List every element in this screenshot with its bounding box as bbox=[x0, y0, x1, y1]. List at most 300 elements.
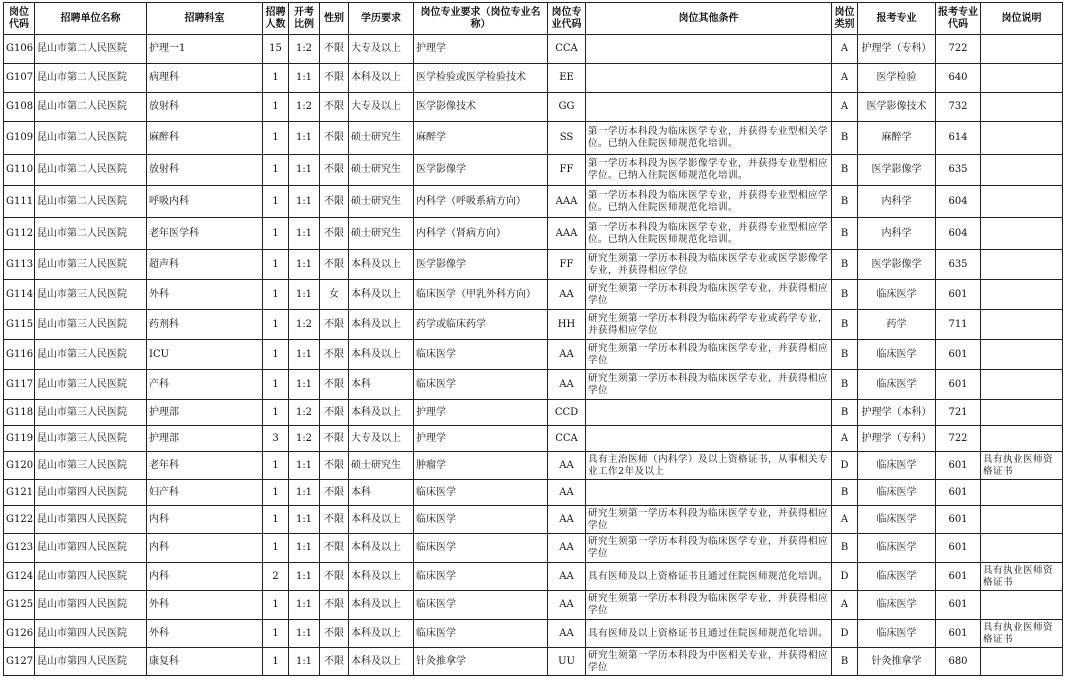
cell-employer-name: 昆山市第二人民医院 bbox=[35, 64, 147, 93]
cell-education: 本科及以上 bbox=[349, 64, 414, 93]
cell-position-code: G127 bbox=[4, 648, 35, 676]
table-row bbox=[4, 186, 1063, 218]
cell-department: 放射科 bbox=[147, 155, 263, 186]
table-row bbox=[4, 340, 1063, 370]
cell-position-notes bbox=[981, 340, 1063, 370]
cell-education: 硕士研究生 bbox=[349, 122, 414, 155]
cell-gender: 不限 bbox=[320, 370, 349, 400]
cell-exam-ratio: 1:1 bbox=[289, 480, 320, 506]
cell-position-category: B bbox=[832, 648, 858, 676]
cell-exam-ratio: 1:1 bbox=[289, 250, 320, 280]
cell-exam-ratio: 1:1 bbox=[289, 506, 320, 534]
cell-exam-major: 内科学 bbox=[858, 186, 936, 218]
table-row bbox=[4, 35, 1063, 64]
cell-headcount: 1 bbox=[263, 620, 289, 648]
cell-other-conditions: 研究生须第一学历本科段为临床医学专业或医学影像学专业，并获得相应学位 bbox=[586, 250, 832, 280]
job-positions-table bbox=[3, 2, 1063, 676]
cell-exam-major: 医学影像学 bbox=[858, 155, 936, 186]
cell-gender: 不限 bbox=[320, 186, 349, 218]
cell-other-conditions: 第一学历本科段为临床医学专业，并获得专业型相应学位。已纳入住院医师规范化培训。 bbox=[586, 186, 832, 218]
cell-position-notes bbox=[981, 534, 1063, 563]
cell-headcount: 1 bbox=[263, 250, 289, 280]
cell-other-conditions bbox=[586, 426, 832, 452]
cell-position-category: A bbox=[832, 591, 858, 620]
cell-other-conditions: 研究生须第一学历本科段为临床医学专业，并获得相应学位 bbox=[586, 591, 832, 620]
cell-major-code: AA bbox=[548, 452, 586, 480]
header-education: 学历要求 bbox=[349, 3, 414, 35]
table-row bbox=[4, 310, 1063, 340]
cell-gender: 不限 bbox=[320, 155, 349, 186]
cell-gender: 不限 bbox=[320, 35, 349, 64]
cell-position-category: A bbox=[832, 93, 858, 122]
cell-education: 大专及以上 bbox=[349, 93, 414, 122]
cell-major-requirement: 临床医学 bbox=[414, 340, 548, 370]
cell-position-code: G119 bbox=[4, 426, 35, 452]
cell-major-requirement: 临床医学 bbox=[414, 480, 548, 506]
cell-department: 产科 bbox=[147, 370, 263, 400]
cell-major-requirement: 医学检验或医学检验技术 bbox=[414, 64, 548, 93]
cell-gender: 不限 bbox=[320, 64, 349, 93]
header-position-category: 岗位类别 bbox=[832, 3, 858, 35]
cell-position-notes bbox=[981, 506, 1063, 534]
cell-exam-major-code: 732 bbox=[936, 93, 981, 122]
cell-major-code: FF bbox=[548, 250, 586, 280]
cell-exam-major: 临床医学 bbox=[858, 370, 936, 400]
cell-position-notes bbox=[981, 400, 1063, 426]
cell-position-notes bbox=[981, 370, 1063, 400]
cell-major-requirement: 内科学（肾病方向） bbox=[414, 218, 548, 250]
cell-other-conditions: 研究生须第一学历本科段为临床医学专业，并获得相应学位 bbox=[586, 506, 832, 534]
cell-other-conditions: 研究生须第一学历本科段为临床医学专业，并获得相应学位 bbox=[586, 340, 832, 370]
cell-education: 本科及以上 bbox=[349, 563, 414, 591]
cell-headcount: 1 bbox=[263, 591, 289, 620]
cell-department: 内科 bbox=[147, 506, 263, 534]
cell-major-code: CCD bbox=[548, 400, 586, 426]
cell-other-conditions bbox=[586, 93, 832, 122]
cell-headcount: 1 bbox=[263, 93, 289, 122]
cell-major-code: AAA bbox=[548, 218, 586, 250]
cell-exam-ratio: 1:2 bbox=[289, 426, 320, 452]
cell-headcount: 1 bbox=[263, 340, 289, 370]
cell-employer-name: 昆山市第三人民医院 bbox=[35, 310, 147, 340]
cell-position-category: B bbox=[832, 310, 858, 340]
cell-headcount: 1 bbox=[263, 218, 289, 250]
cell-employer-name: 昆山市第三人民医院 bbox=[35, 280, 147, 310]
header-position-notes: 岗位说明 bbox=[981, 3, 1063, 35]
cell-exam-ratio: 1:1 bbox=[289, 620, 320, 648]
cell-exam-major: 针灸推拿学 bbox=[858, 648, 936, 676]
cell-education: 本科及以上 bbox=[349, 648, 414, 676]
cell-exam-ratio: 1:1 bbox=[289, 563, 320, 591]
cell-position-code: G110 bbox=[4, 155, 35, 186]
cell-exam-major: 临床医学 bbox=[858, 452, 936, 480]
cell-exam-major: 医学检验 bbox=[858, 64, 936, 93]
header-gender: 性别 bbox=[320, 3, 349, 35]
cell-gender: 不限 bbox=[320, 648, 349, 676]
cell-gender: 不限 bbox=[320, 620, 349, 648]
cell-headcount: 1 bbox=[263, 400, 289, 426]
cell-exam-ratio: 1:2 bbox=[289, 35, 320, 64]
cell-employer-name: 昆山市第四人民医院 bbox=[35, 591, 147, 620]
cell-other-conditions: 具有医师及以上资格证书且通过住院医师规范化培训。 bbox=[586, 563, 832, 591]
cell-department: 护理部 bbox=[147, 400, 263, 426]
cell-education: 硕士研究生 bbox=[349, 452, 414, 480]
cell-gender: 不限 bbox=[320, 310, 349, 340]
cell-position-code: G122 bbox=[4, 506, 35, 534]
cell-major-code: AA bbox=[548, 563, 586, 591]
cell-other-conditions: 具有主治医师（内科学）及以上资格证书，从事相关专业工作2年及以上 bbox=[586, 452, 832, 480]
cell-position-category: B bbox=[832, 340, 858, 370]
cell-employer-name: 昆山市第四人民医院 bbox=[35, 480, 147, 506]
cell-major-requirement: 医学影像学 bbox=[414, 155, 548, 186]
cell-other-conditions bbox=[586, 35, 832, 64]
cell-department: 康复科 bbox=[147, 648, 263, 676]
cell-major-requirement: 临床医学（甲乳外科方向） bbox=[414, 280, 548, 310]
cell-education: 本科及以上 bbox=[349, 620, 414, 648]
cell-exam-major-code: 601 bbox=[936, 506, 981, 534]
cell-exam-major-code: 601 bbox=[936, 452, 981, 480]
cell-position-category: B bbox=[832, 400, 858, 426]
cell-employer-name: 昆山市第二人民医院 bbox=[35, 35, 147, 64]
cell-major-code: UU bbox=[548, 648, 586, 676]
cell-department: 内科 bbox=[147, 563, 263, 591]
cell-major-code: HH bbox=[548, 310, 586, 340]
cell-exam-major-code: 601 bbox=[936, 480, 981, 506]
table-row bbox=[4, 370, 1063, 400]
header-department: 招聘科室 bbox=[147, 3, 263, 35]
cell-department: 外科 bbox=[147, 620, 263, 648]
cell-exam-major: 临床医学 bbox=[858, 620, 936, 648]
cell-other-conditions: 研究生须第一学历本科段为临床药学专业或药学专业，并获得相应学位 bbox=[586, 310, 832, 340]
cell-exam-major-code: 711 bbox=[936, 310, 981, 340]
cell-position-notes bbox=[981, 93, 1063, 122]
cell-headcount: 1 bbox=[263, 370, 289, 400]
cell-department: 妇产科 bbox=[147, 480, 263, 506]
cell-position-notes: 具有执业医师资格证书 bbox=[981, 452, 1063, 480]
cell-position-category: B bbox=[832, 280, 858, 310]
cell-exam-major: 医学影像技术 bbox=[858, 93, 936, 122]
cell-other-conditions: 研究生须第一学历本科段为临床医学专业，并获得相应学位 bbox=[586, 534, 832, 563]
cell-position-code: G115 bbox=[4, 310, 35, 340]
cell-major-requirement: 肿瘤学 bbox=[414, 452, 548, 480]
cell-employer-name: 昆山市第二人民医院 bbox=[35, 93, 147, 122]
cell-position-category: D bbox=[832, 563, 858, 591]
table-row bbox=[4, 64, 1063, 93]
cell-other-conditions: 第一学历本科段为临床医学专业，并获得专业型相应学位。已纳入住院医师规范化培训。 bbox=[586, 218, 832, 250]
cell-position-code: G124 bbox=[4, 563, 35, 591]
cell-education: 本科及以上 bbox=[349, 400, 414, 426]
cell-department: 护理一1 bbox=[147, 35, 263, 64]
header-exam-major-code: 报考专业代码 bbox=[936, 3, 981, 35]
cell-exam-major: 麻醉学 bbox=[858, 122, 936, 155]
table-row bbox=[4, 506, 1063, 534]
cell-education: 本科及以上 bbox=[349, 506, 414, 534]
table-row bbox=[4, 218, 1063, 250]
cell-employer-name: 昆山市第四人民医院 bbox=[35, 563, 147, 591]
cell-position-code: G113 bbox=[4, 250, 35, 280]
cell-department: 护理部 bbox=[147, 426, 263, 452]
cell-exam-ratio: 1:1 bbox=[289, 648, 320, 676]
cell-major-code: EE bbox=[548, 64, 586, 93]
cell-education: 本科及以上 bbox=[349, 250, 414, 280]
table-row bbox=[4, 534, 1063, 563]
cell-employer-name: 昆山市第三人民医院 bbox=[35, 250, 147, 280]
cell-major-code: CCA bbox=[548, 426, 586, 452]
cell-exam-major: 临床医学 bbox=[858, 563, 936, 591]
cell-employer-name: 昆山市第三人民医院 bbox=[35, 340, 147, 370]
cell-position-code: G121 bbox=[4, 480, 35, 506]
cell-gender: 不限 bbox=[320, 506, 349, 534]
cell-gender: 不限 bbox=[320, 452, 349, 480]
table-row bbox=[4, 280, 1063, 310]
cell-gender: 不限 bbox=[320, 218, 349, 250]
cell-exam-ratio: 1:1 bbox=[289, 370, 320, 400]
cell-gender: 不限 bbox=[320, 591, 349, 620]
cell-major-requirement: 医学影像学 bbox=[414, 250, 548, 280]
cell-education: 本科 bbox=[349, 480, 414, 506]
cell-exam-ratio: 1:2 bbox=[289, 310, 320, 340]
header-exam-major: 报考专业 bbox=[858, 3, 936, 35]
table-row bbox=[4, 400, 1063, 426]
cell-gender: 不限 bbox=[320, 534, 349, 563]
cell-position-category: B bbox=[832, 534, 858, 563]
cell-exam-major-code: 722 bbox=[936, 426, 981, 452]
cell-gender: 不限 bbox=[320, 563, 349, 591]
cell-major-requirement: 临床医学 bbox=[414, 506, 548, 534]
table-row bbox=[4, 648, 1063, 676]
cell-headcount: 1 bbox=[263, 186, 289, 218]
header-major-code: 岗位专业代码 bbox=[548, 3, 586, 35]
cell-gender: 不限 bbox=[320, 250, 349, 280]
cell-major-code: SS bbox=[548, 122, 586, 155]
cell-exam-ratio: 1:2 bbox=[289, 93, 320, 122]
cell-exam-major: 护理学（本科） bbox=[858, 400, 936, 426]
cell-headcount: 1 bbox=[263, 310, 289, 340]
cell-exam-major: 药学 bbox=[858, 310, 936, 340]
cell-employer-name: 昆山市第三人民医院 bbox=[35, 452, 147, 480]
cell-position-category: A bbox=[832, 64, 858, 93]
cell-department: 药剂科 bbox=[147, 310, 263, 340]
cell-position-code: G111 bbox=[4, 186, 35, 218]
cell-headcount: 2 bbox=[263, 563, 289, 591]
cell-position-category: B bbox=[832, 250, 858, 280]
cell-position-code: G125 bbox=[4, 591, 35, 620]
cell-position-code: G118 bbox=[4, 400, 35, 426]
cell-employer-name: 昆山市第四人民医院 bbox=[35, 648, 147, 676]
cell-department: 内科 bbox=[147, 534, 263, 563]
table-row bbox=[4, 250, 1063, 280]
cell-position-code: G120 bbox=[4, 452, 35, 480]
cell-major-requirement: 临床医学 bbox=[414, 591, 548, 620]
cell-exam-major-code: 635 bbox=[936, 250, 981, 280]
cell-position-category: B bbox=[832, 370, 858, 400]
cell-gender: 不限 bbox=[320, 340, 349, 370]
cell-exam-major-code: 640 bbox=[936, 64, 981, 93]
cell-education: 本科及以上 bbox=[349, 280, 414, 310]
cell-major-code: AA bbox=[548, 534, 586, 563]
cell-major-code: GG bbox=[548, 93, 586, 122]
cell-major-code: AA bbox=[548, 370, 586, 400]
cell-position-code: G106 bbox=[4, 35, 35, 64]
cell-employer-name: 昆山市第三人民医院 bbox=[35, 370, 147, 400]
cell-gender: 不限 bbox=[320, 480, 349, 506]
cell-exam-major: 临床医学 bbox=[858, 506, 936, 534]
cell-department: ICU bbox=[147, 340, 263, 370]
cell-position-category: A bbox=[832, 35, 858, 64]
cell-major-requirement: 临床医学 bbox=[414, 534, 548, 563]
cell-position-notes bbox=[981, 155, 1063, 186]
cell-position-code: G114 bbox=[4, 280, 35, 310]
cell-major-requirement: 临床医学 bbox=[414, 620, 548, 648]
cell-education: 大专及以上 bbox=[349, 35, 414, 64]
cell-position-category: B bbox=[832, 480, 858, 506]
cell-position-notes bbox=[981, 64, 1063, 93]
cell-exam-major-code: 635 bbox=[936, 155, 981, 186]
cell-major-requirement: 针灸推拿学 bbox=[414, 648, 548, 676]
table-row bbox=[4, 620, 1063, 648]
cell-position-code: G123 bbox=[4, 534, 35, 563]
cell-position-category: B bbox=[832, 186, 858, 218]
cell-other-conditions: 第一学历本科段为临床医学专业，并获得专业型相关学位。已纳入住院医师规范化培训。 bbox=[586, 122, 832, 155]
table-row bbox=[4, 122, 1063, 155]
table-row bbox=[4, 591, 1063, 620]
cell-exam-major-code: 601 bbox=[936, 534, 981, 563]
cell-other-conditions: 研究生须第一学历本科段为中医相关专业，并获得相应学位 bbox=[586, 648, 832, 676]
cell-position-notes: 具有执业医师资格证书 bbox=[981, 563, 1063, 591]
cell-major-requirement: 药学或临床药学 bbox=[414, 310, 548, 340]
cell-exam-ratio: 1:1 bbox=[289, 122, 320, 155]
cell-employer-name: 昆山市第四人民医院 bbox=[35, 534, 147, 563]
cell-exam-major-code: 604 bbox=[936, 218, 981, 250]
cell-education: 大专及以上 bbox=[349, 426, 414, 452]
cell-headcount: 1 bbox=[263, 155, 289, 186]
cell-department: 病理科 bbox=[147, 64, 263, 93]
cell-major-code: CCA bbox=[548, 35, 586, 64]
cell-headcount: 1 bbox=[263, 452, 289, 480]
cell-major-code: AA bbox=[548, 591, 586, 620]
cell-gender: 不限 bbox=[320, 122, 349, 155]
table-row bbox=[4, 426, 1063, 452]
cell-position-category: A bbox=[832, 506, 858, 534]
header-position-code: 岗位代码 bbox=[4, 3, 35, 35]
cell-exam-major-code: 614 bbox=[936, 122, 981, 155]
cell-department: 外科 bbox=[147, 591, 263, 620]
cell-other-conditions: 第一学历本科段为医学影像学专业，并获得专业型相应学位。已纳入住院医师规范化培训。 bbox=[586, 155, 832, 186]
cell-position-category: B bbox=[832, 155, 858, 186]
cell-gender: 不限 bbox=[320, 93, 349, 122]
cell-major-requirement: 麻醉学 bbox=[414, 122, 548, 155]
cell-position-notes bbox=[981, 280, 1063, 310]
cell-position-notes bbox=[981, 122, 1063, 155]
cell-employer-name: 昆山市第四人民医院 bbox=[35, 620, 147, 648]
cell-position-notes bbox=[981, 426, 1063, 452]
cell-position-code: G126 bbox=[4, 620, 35, 648]
cell-exam-major: 临床医学 bbox=[858, 340, 936, 370]
cell-department: 放射科 bbox=[147, 93, 263, 122]
cell-employer-name: 昆山市第二人民医院 bbox=[35, 218, 147, 250]
cell-major-code: AA bbox=[548, 280, 586, 310]
cell-position-notes bbox=[981, 310, 1063, 340]
cell-position-category: D bbox=[832, 452, 858, 480]
cell-exam-major-code: 601 bbox=[936, 620, 981, 648]
cell-exam-ratio: 1:1 bbox=[289, 591, 320, 620]
cell-exam-major-code: 601 bbox=[936, 280, 981, 310]
cell-other-conditions: 研究生须第一学历本科段为临床医学专业，并获得相应学位 bbox=[586, 370, 832, 400]
cell-major-requirement: 临床医学 bbox=[414, 370, 548, 400]
cell-major-requirement: 护理学 bbox=[414, 35, 548, 64]
cell-department: 老年科 bbox=[147, 452, 263, 480]
cell-exam-ratio: 1:1 bbox=[289, 280, 320, 310]
cell-exam-ratio: 1:1 bbox=[289, 534, 320, 563]
cell-headcount: 1 bbox=[263, 64, 289, 93]
cell-position-code: G116 bbox=[4, 340, 35, 370]
cell-position-notes bbox=[981, 35, 1063, 64]
cell-education: 硕士研究生 bbox=[349, 186, 414, 218]
cell-position-code: G117 bbox=[4, 370, 35, 400]
cell-exam-major: 医学影像学 bbox=[858, 250, 936, 280]
cell-employer-name: 昆山市第四人民医院 bbox=[35, 506, 147, 534]
cell-exam-major-code: 721 bbox=[936, 400, 981, 426]
cell-major-code: AA bbox=[548, 506, 586, 534]
cell-exam-major-code: 604 bbox=[936, 186, 981, 218]
cell-exam-major-code: 601 bbox=[936, 340, 981, 370]
cell-education: 本科 bbox=[349, 370, 414, 400]
cell-position-code: G108 bbox=[4, 93, 35, 122]
cell-headcount: 15 bbox=[263, 35, 289, 64]
header-major-requirement: 岗位专业要求（岗位专业名称） bbox=[414, 3, 548, 35]
cell-education: 硕士研究生 bbox=[349, 218, 414, 250]
cell-education: 硕士研究生 bbox=[349, 155, 414, 186]
cell-exam-major: 临床医学 bbox=[858, 591, 936, 620]
cell-employer-name: 昆山市第二人民医院 bbox=[35, 155, 147, 186]
cell-other-conditions bbox=[586, 480, 832, 506]
cell-headcount: 1 bbox=[263, 534, 289, 563]
cell-position-category: B bbox=[832, 122, 858, 155]
cell-headcount: 1 bbox=[263, 280, 289, 310]
cell-exam-ratio: 1:1 bbox=[289, 155, 320, 186]
cell-exam-major: 护理学（专科） bbox=[858, 426, 936, 452]
cell-position-category: A bbox=[832, 426, 858, 452]
cell-exam-ratio: 1:1 bbox=[289, 218, 320, 250]
table-row bbox=[4, 480, 1063, 506]
cell-other-conditions: 具有医师及以上资格证书且通过住院医师规范化培训。 bbox=[586, 620, 832, 648]
table-header-row bbox=[4, 3, 1063, 35]
cell-exam-ratio: 1:1 bbox=[289, 186, 320, 218]
cell-headcount: 1 bbox=[263, 122, 289, 155]
cell-major-code: AAA bbox=[548, 186, 586, 218]
cell-gender: 不限 bbox=[320, 400, 349, 426]
cell-position-code: G109 bbox=[4, 122, 35, 155]
cell-major-requirement: 医学影像技术 bbox=[414, 93, 548, 122]
header-other-conditions: 岗位其他条件 bbox=[586, 3, 832, 35]
cell-exam-major: 临床医学 bbox=[858, 534, 936, 563]
cell-position-code: G112 bbox=[4, 218, 35, 250]
cell-other-conditions bbox=[586, 400, 832, 426]
cell-education: 本科及以上 bbox=[349, 310, 414, 340]
cell-major-code: AA bbox=[548, 480, 586, 506]
header-exam-ratio: 开考比例 bbox=[289, 3, 320, 35]
cell-major-requirement: 临床医学 bbox=[414, 563, 548, 591]
cell-exam-major: 护理学（专科） bbox=[858, 35, 936, 64]
cell-department: 老年医学科 bbox=[147, 218, 263, 250]
cell-major-code: FF bbox=[548, 155, 586, 186]
cell-position-category: D bbox=[832, 620, 858, 648]
table-row bbox=[4, 93, 1063, 122]
cell-headcount: 1 bbox=[263, 506, 289, 534]
cell-education: 本科及以上 bbox=[349, 340, 414, 370]
cell-exam-major: 临床医学 bbox=[858, 480, 936, 506]
cell-position-category: B bbox=[832, 218, 858, 250]
